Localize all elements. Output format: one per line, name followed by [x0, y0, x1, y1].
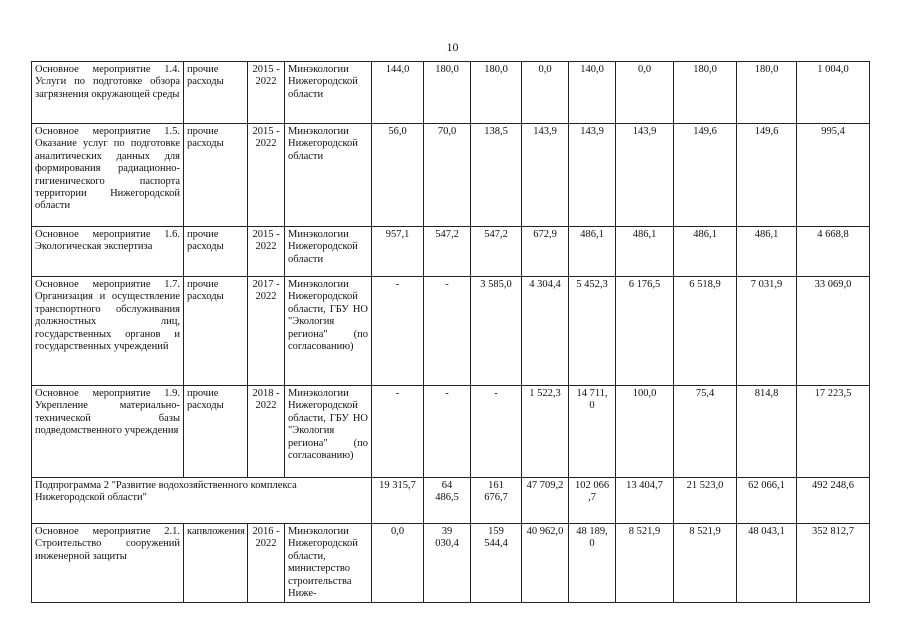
value-cell: 486,1: [569, 227, 616, 277]
value-cell: 180,0: [737, 62, 797, 124]
value-cell: 8 521,9: [616, 524, 674, 603]
value-cell: 547,2: [424, 227, 471, 277]
executor: Минэкологии Нижегородской области: [285, 227, 372, 277]
page-number: 10: [446, 40, 459, 54]
value-cell: 40 962,0: [522, 524, 569, 603]
executor: Минэкологии Нижегородской области: [285, 124, 372, 227]
value-cell: -: [372, 277, 424, 386]
period: 2017 - 2022: [248, 277, 285, 386]
value-cell: 102 066 ,7: [569, 478, 616, 524]
expense-type: прочие расходы: [184, 124, 248, 227]
value-cell: -: [424, 386, 471, 478]
value-cell: 100,0: [616, 386, 674, 478]
value-cell: 39 030,4: [424, 524, 471, 603]
value-cell: 48 189, 0: [569, 524, 616, 603]
value-cell: 159 544,4: [471, 524, 522, 603]
budget-table: [31, 61, 870, 603]
value-cell: -: [471, 386, 522, 478]
value-cell: -: [424, 277, 471, 386]
total-cell: 17 223,5: [797, 386, 870, 478]
executor: Минэкологии Нижегородской области, ГБУ НО "Экология региона" (по согласованию): [285, 386, 372, 478]
expense-type: прочие расходы: [184, 62, 248, 124]
period: 2015 - 2022: [248, 227, 285, 277]
value-cell: 13 404,7: [616, 478, 674, 524]
value-cell: 3 585,0: [471, 277, 522, 386]
measure-name: Основное мероприятие 1.4. Услуги по подготовке обзора загрязнения окружающей среды: [32, 62, 184, 124]
value-cell: 56,0: [372, 124, 424, 227]
table-row: [32, 62, 870, 124]
table-row: [32, 227, 870, 277]
executor: Минэкологии Нижегородской области, министерство строительства Ниже-: [285, 524, 372, 603]
value-cell: 47 709,2: [522, 478, 569, 524]
period: 2016 - 2022: [248, 524, 285, 603]
total-cell: 33 069,0: [797, 277, 870, 386]
expense-type: прочие расходы: [184, 277, 248, 386]
measure-name: Основное мероприятие 1.9. Укрепление материально-технической базы подведомственного учреждения: [32, 386, 184, 478]
expense-type: капвложения: [184, 524, 248, 603]
value-cell: 75,4: [674, 386, 737, 478]
value-cell: 0,0: [372, 524, 424, 603]
value-cell: 0,0: [616, 62, 674, 124]
subprogram-title: Подпрограмма 2 "Развитие водохозяйственного комплекса Нижегородской области": [32, 478, 372, 524]
value-cell: 486,1: [737, 227, 797, 277]
value-cell: 180,0: [424, 62, 471, 124]
value-cell: 180,0: [674, 62, 737, 124]
value-cell: 486,1: [616, 227, 674, 277]
value-cell: 19 315,7: [372, 478, 424, 524]
period: 2018 - 2022: [248, 386, 285, 478]
value-cell: 0,0: [522, 62, 569, 124]
value-cell: 143,9: [522, 124, 569, 227]
value-cell: 6 518,9: [674, 277, 737, 386]
value-cell: 161 676,7: [471, 478, 522, 524]
value-cell: -: [372, 386, 424, 478]
table-row: [32, 124, 870, 227]
value-cell: 4 304,4: [522, 277, 569, 386]
value-cell: 62 066,1: [737, 478, 797, 524]
value-cell: 70,0: [424, 124, 471, 227]
value-cell: 814,8: [737, 386, 797, 478]
expense-type: прочие расходы: [184, 227, 248, 277]
table-row: [32, 386, 870, 478]
value-cell: 486,1: [674, 227, 737, 277]
value-cell: 48 043,1: [737, 524, 797, 603]
table-row: [32, 277, 870, 386]
value-cell: 180,0: [471, 62, 522, 124]
value-cell: 64 486,5: [424, 478, 471, 524]
value-cell: 957,1: [372, 227, 424, 277]
value-cell: 14 711, 0: [569, 386, 616, 478]
total-cell: 352 812,7: [797, 524, 870, 603]
value-cell: 144,0: [372, 62, 424, 124]
value-cell: 547,2: [471, 227, 522, 277]
total-cell: 4 668,8: [797, 227, 870, 277]
executor: Минэкологии Нижегородской области: [285, 62, 372, 124]
total-cell: 1 004,0: [797, 62, 870, 124]
measure-name: Основное мероприятие 2.1. Строительство сооружений инженерной защиты: [32, 524, 184, 603]
value-cell: 143,9: [569, 124, 616, 227]
value-cell: 149,6: [737, 124, 797, 227]
value-cell: 140,0: [569, 62, 616, 124]
value-cell: 21 523,0: [674, 478, 737, 524]
table-row: [32, 524, 870, 603]
value-cell: 143,9: [616, 124, 674, 227]
value-cell: 149,6: [674, 124, 737, 227]
measure-name: Основное мероприятие 1.5. Оказание услуг по подготовке аналитических данных для формирования радиационно-гигиенического паспорта территории Нижегородской области: [32, 124, 184, 227]
value-cell: 6 176,5: [616, 277, 674, 386]
expense-type: прочие расходы: [184, 386, 248, 478]
value-cell: 138,5: [471, 124, 522, 227]
executor: Минэкологии Нижегородской области, ГБУ НО "Экология региона" (по согласованию): [285, 277, 372, 386]
period: 2015 - 2022: [248, 124, 285, 227]
value-cell: 7 031,9: [737, 277, 797, 386]
value-cell: 8 521,9: [674, 524, 737, 603]
value-cell: 672,9: [522, 227, 569, 277]
measure-name: Основное мероприятие 1.7. Организация и осуществление транспортного обслуживания должностных лиц, государственных органов и государственных учреждений: [32, 277, 184, 386]
period: 2015 - 2022: [248, 62, 285, 124]
measure-name: Основное мероприятие 1.6. Экологическая экспертиза: [32, 227, 184, 277]
value-cell: 1 522,3: [522, 386, 569, 478]
value-cell: 5 452,3: [569, 277, 616, 386]
subprogram-row: [32, 478, 870, 524]
total-cell: 492 248,6: [797, 478, 870, 524]
total-cell: 995,4: [797, 124, 870, 227]
